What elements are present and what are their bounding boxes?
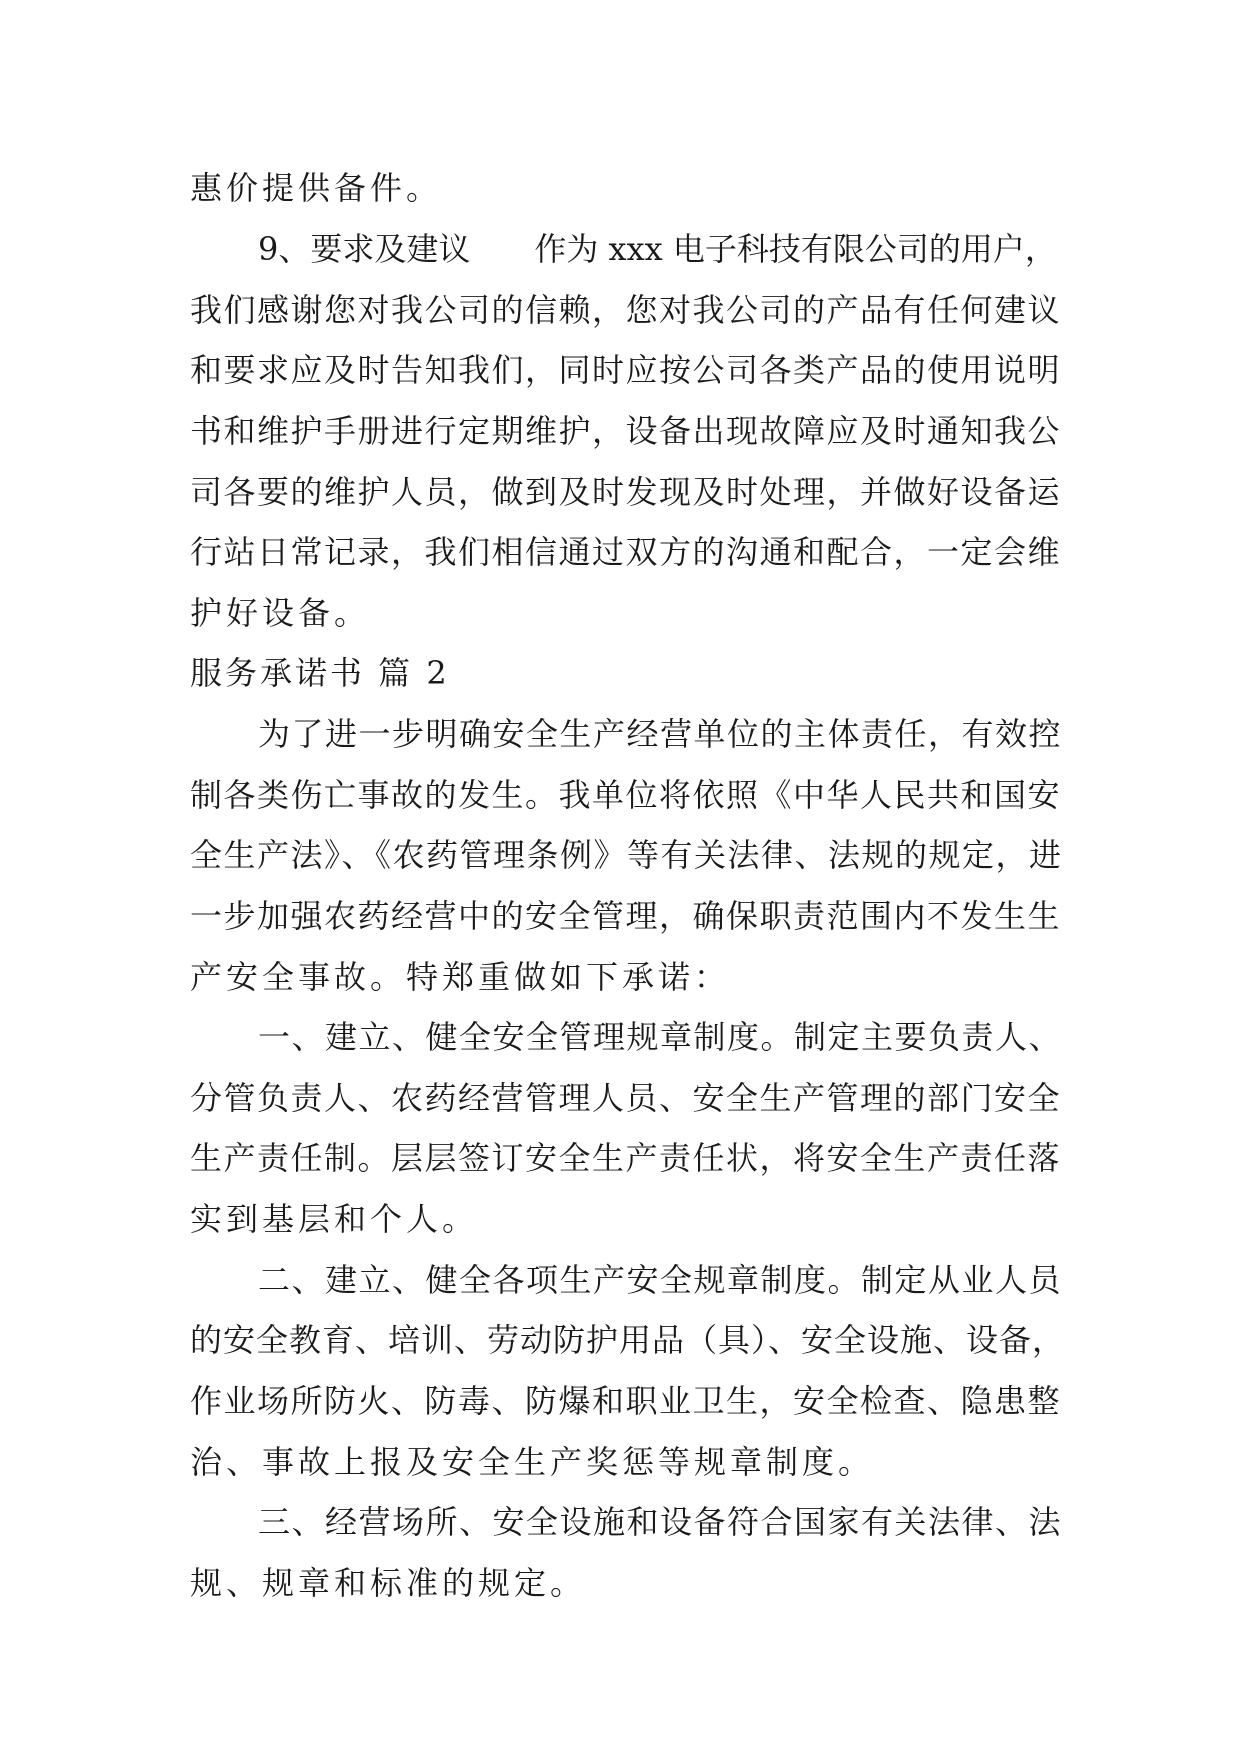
text-line: 实到基层和个人。 <box>190 1200 479 1238</box>
text-line: 行站日常记录，我们相信通过双方的沟通和配合，一定会维 <box>190 533 1062 571</box>
text-line: 的安全教育、培训、劳动防护用品（具）、安全设施、设备， <box>190 1321 1066 1359</box>
text-line: 三、经营场所、安全设施和设备符合国家有关法律、法 <box>258 1503 1063 1541</box>
text-line: 作业场所防火、防毒、防爆和职业卫生，安全检查、隐患整 <box>190 1382 1062 1420</box>
text-line: 9、要求及建议 作为 xxx 电子科技有限公司的用户， <box>258 230 1057 268</box>
text-line: 一步加强农药经营中的安全管理，确保职责范围内不发生生 <box>190 897 1062 935</box>
text-line: 司各要的维护人员，做到及时发现及时处理，并做好设备运 <box>190 473 1062 511</box>
text-line: 和要求应及时告知我们，同时应按公司各类产品的使用说明 <box>190 351 1062 389</box>
text-line: 惠价提供备件。 <box>190 169 443 207</box>
text-line: 分管负责人、农药经营管理人员、安全生产管理的部门安全 <box>190 1079 1062 1117</box>
text-line: 制各类伤亡事故的发生。我单位将依照《中华人民共和国安 <box>190 776 1062 814</box>
text-line: 二、建立、健全各项生产安全规章制度。制定从业人员 <box>258 1261 1063 1299</box>
text-line: 生产责任制。层层签订安全生产责任状，将安全生产责任落 <box>190 1139 1062 1177</box>
text-line: 治、事故上报及安全生产奖惩等规章制度。 <box>190 1443 875 1481</box>
text-line: 全生产法》、《农药管理条例》等有关法律、法规的规定，进 <box>190 836 1063 874</box>
text-line: 产安全事故。特郑重做如下承诺： <box>190 958 731 996</box>
section-heading: 服务承诺书 篇 2 <box>190 654 450 692</box>
text-line: 规、规章和标准的规定。 <box>190 1564 587 1602</box>
text-line: 我们感谢您对我公司的信赖，您对我公司的产品有任何建议 <box>190 291 1062 329</box>
text-line: 为了进一步明确安全生产经营单位的主体责任，有效控 <box>258 715 1063 753</box>
text-line: 一、建立、健全安全管理规章制度。制定主要负责人、 <box>258 1018 1063 1056</box>
text-line: 护好设备。 <box>190 594 371 632</box>
text-line: 书和维护手册进行定期维护，设备出现故障应及时通知我公 <box>190 412 1062 450</box>
